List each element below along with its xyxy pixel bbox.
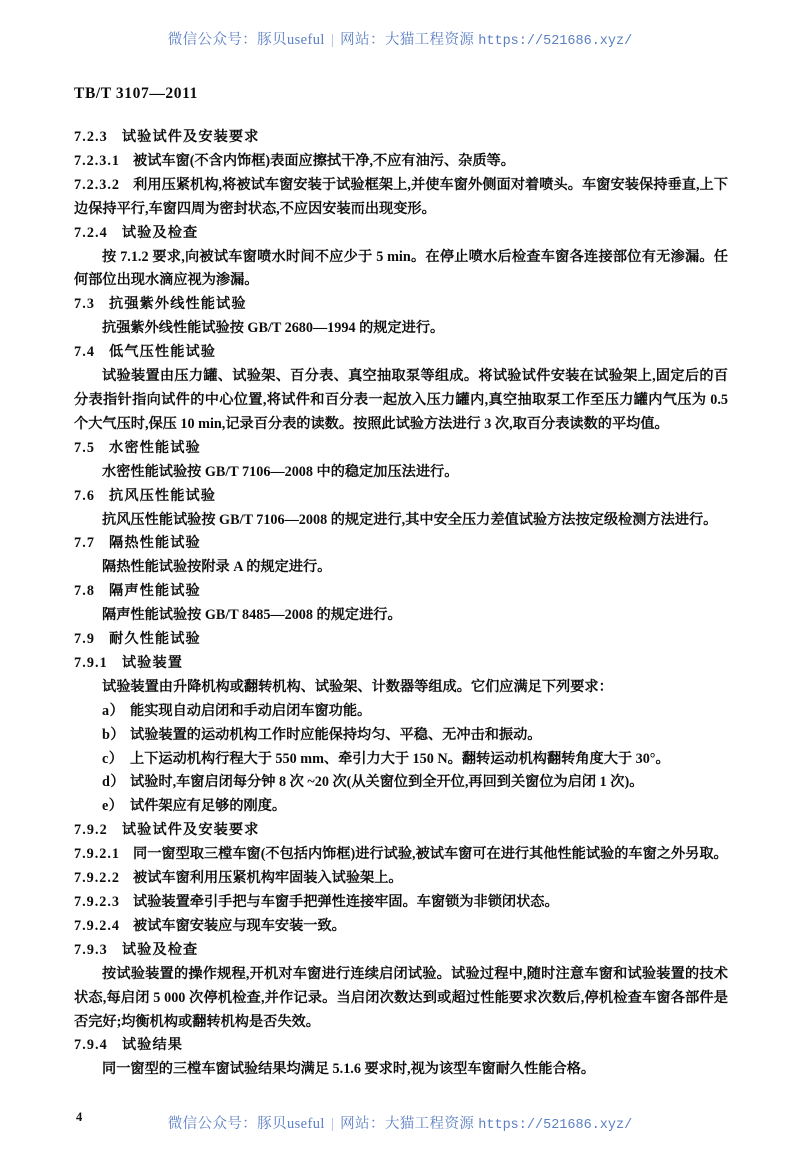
heading-7-3 xyxy=(74,293,728,317)
heading-7-4-number: 7.4 xyxy=(74,344,96,361)
heading-7-8 xyxy=(74,580,728,604)
heading-7-6-number: 7.6 xyxy=(74,487,96,504)
clause-7-2-3-1-number: 7.2.3.1 xyxy=(74,152,121,169)
paragraph-7-2-4: 按 7.1.2 要求,向被试车窗喷水时间不应少于 5 min。在停止喷水后检查车窗各连接部位有无渗漏。任何部位出现水滴应视为渗漏。 xyxy=(74,248,728,289)
page-number: 4 xyxy=(76,1110,83,1124)
heading-7-5-title: 水密性能试验 xyxy=(109,439,201,456)
heading-7-2-3 xyxy=(74,126,728,150)
list-item-text: 试件架应有足够的刚度。 xyxy=(130,798,287,815)
clause-7-9-2-4-number: 7.9.2.4 xyxy=(74,917,121,934)
watermark-header xyxy=(0,28,800,49)
paragraph-7-4: 试验装置由压力罐、试验架、百分表、真空抽取泵等组成。将试验试件安装在试验架上,固定后的百分表指针指向试件的中心位置,将试件和百分表一起放入压力罐内,真空抽取泵工作至压力罐内气压为 0.5 个大气压时,保压 10 min,记录百分表的读数。按照此试验方法进行 3 次,取百分表读数的平均值。 xyxy=(74,368,728,432)
list-item-text: 上下运动机构行程大于 550 mm、牵引力大于 150 N。翻转运动机构翻转角度大于 30°。 xyxy=(130,750,670,767)
standard-number: TB/T 3107—2011 xyxy=(74,85,198,102)
heading-7-2-4-number: 7.2.4 xyxy=(74,224,108,241)
clause-7-9-2-4 xyxy=(74,915,728,939)
paragraph-7-9-4: 同一窗型的三樘车窗试验结果均满足 5.1.6 要求时,视为该型车窗耐久性能合格。 xyxy=(102,1061,596,1078)
heading-7-9-4-title: 试验结果 xyxy=(121,1037,184,1054)
heading-7-9-title: 耐久性能试验 xyxy=(109,631,201,648)
clause-7-9-2-3 xyxy=(74,891,728,915)
heading-7-6-title: 抗风压性能试验 xyxy=(109,487,217,504)
heading-7-3-title: 抗强紫外线性能试验 xyxy=(109,296,247,313)
list-item-text: 能实现自动启闭和手动启闭车窗功能。 xyxy=(130,702,372,719)
list-item-text: 试验装置的运动机构工作时应能保持均匀、平稳、无冲击和振动。 xyxy=(130,726,542,743)
heading-7-2-3-title: 试验试件及安装要求 xyxy=(121,129,260,145)
paragraph-7-6: 抗风压性能试验按 GB/T 7106—2008 的规定进行,其中安全压力差值试验方法按定级检测方法进行。 xyxy=(102,511,718,528)
clause-7-9-2-1 xyxy=(74,843,728,867)
list-item-text: 试验时,车窗启闭每分钟 8 次 ~20 次(从关窗位到全开位,再回到关窗位为启闭 1 次)。 xyxy=(130,774,644,791)
list-item xyxy=(74,700,728,724)
clause-7-2-3-1-text: 被试车窗(不含内饰框)表面应擦拭干净,不应有油污、杂质等。 xyxy=(133,152,515,169)
clause-7-9-2-3-number: 7.9.2.3 xyxy=(74,894,121,910)
paragraph-7-3: 抗强紫外线性能试验按 GB/T 2680—1994 的规定进行。 xyxy=(102,320,445,337)
list-item xyxy=(74,795,728,819)
clause-7-2-3-1 xyxy=(74,150,728,174)
heading-7-5 xyxy=(74,437,728,461)
list-item-marker: a） xyxy=(102,702,125,719)
heading-7-6 xyxy=(74,485,728,509)
clause-7-9-2-3-text: 试验装置牵引手把与车窗手把弹性连接牢固。车窗锁为非锁闭状态。 xyxy=(133,894,559,910)
heading-7-9-4-number: 7.9.4 xyxy=(74,1037,108,1054)
watermark-wechat-label: 微信公众号：豚贝useful xyxy=(167,32,325,48)
clause-7-2-3-2-text: 利用压紧机构,将被试车窗安装于试验框架上,并使车窗外侧面对着喷头。车窗安装保持垂直,上下边保持平行,车窗四周为密封状态,不应因安装而出现变形。 xyxy=(74,176,728,217)
clause-7-9-2-2-text: 被试车窗利用压紧机构牢固装入试验架上。 xyxy=(133,870,403,887)
paragraph-7-5: 水密性能试验按 GB/T 7106—2008 中的稳定加压法进行。 xyxy=(102,463,459,480)
watermark-site-label: 网站：大猫工程资源 xyxy=(340,32,475,48)
paragraph-7-9-3: 按试验装置的操作规程,开机对车窗进行连续启闭试验。试验过程中,随时注意车窗和试验装置的技术状态,每启闭 5 000 次停机检查,并作记录。当启闭次数达到或超过性能要求次数后,停机检查车窗各部件是否完好;均衡机构或翻转机构是否失效。 xyxy=(74,965,728,1030)
watermark-separator: | xyxy=(330,1116,335,1132)
list-item xyxy=(74,771,728,795)
heading-7-5-number: 7.5 xyxy=(74,439,96,456)
paragraph-7-9-1: 试验装置由升降机构或翻转机构、试验架、计数器等组成。它们应满足下列要求： xyxy=(102,678,613,695)
watermark-url: https://521686.xyz/ xyxy=(478,34,633,49)
heading-7-9-1 xyxy=(74,652,728,676)
heading-7-2-4-title: 试验及检查 xyxy=(121,224,199,241)
heading-7-4-title: 低气压性能试验 xyxy=(109,344,217,361)
heading-7-8-number: 7.8 xyxy=(74,583,96,600)
heading-7-2-4 xyxy=(74,222,728,246)
watermark-wechat-label: 微信公众号：豚贝useful xyxy=(167,1116,325,1132)
list-item xyxy=(74,724,728,748)
list-item-marker: b） xyxy=(102,726,126,743)
heading-7-7-number: 7.7 xyxy=(74,535,96,552)
heading-7-2-3-number: 7.2.3 xyxy=(74,129,108,145)
list-item-marker: c） xyxy=(102,750,124,767)
heading-7-9-2 xyxy=(74,819,728,843)
heading-7-9-3 xyxy=(74,939,728,963)
heading-7-9-3-title: 试验及检查 xyxy=(121,941,199,958)
heading-7-4 xyxy=(74,341,728,365)
clause-7-9-2-2-number: 7.9.2.2 xyxy=(74,870,121,887)
heading-7-9-2-title: 试验试件及安装要求 xyxy=(121,822,260,839)
clause-7-9-2-4-text: 被试车窗安装应与现车安装一致。 xyxy=(133,917,346,934)
heading-7-8-title: 隔声性能试验 xyxy=(109,583,201,600)
watermark-footer xyxy=(0,1112,800,1133)
list-item xyxy=(74,748,728,772)
paragraph-7-8: 隔声性能试验按 GB/T 8485—2008 的规定进行。 xyxy=(102,607,402,624)
clause-7-2-3-2-number: 7.2.3.2 xyxy=(74,176,121,193)
heading-7-9-number: 7.9 xyxy=(74,631,96,648)
heading-7-9-1-title: 试验装置 xyxy=(121,654,184,671)
heading-7-9-1-number: 7.9.1 xyxy=(74,654,108,671)
clause-7-2-3-2 xyxy=(74,174,728,222)
list-item-marker: e） xyxy=(102,798,124,815)
heading-7-9 xyxy=(74,628,728,652)
heading-7-9-2-number: 7.9.2 xyxy=(74,822,108,839)
paragraph-7-7: 隔热性能试验按附录 A 的规定进行。 xyxy=(102,559,332,576)
clause-7-9-2-1-text: 同一窗型取三樘车窗(不包括内饰框)进行试验,被试车窗可在进行其他性能试验的车窗之外另取。 xyxy=(133,846,728,863)
heading-7-9-3-number: 7.9.3 xyxy=(74,941,108,958)
heading-7-3-number: 7.3 xyxy=(74,296,96,313)
heading-7-9-4 xyxy=(74,1034,728,1058)
clause-7-9-2-2 xyxy=(74,867,728,891)
clause-7-9-2-1-number: 7.9.2.1 xyxy=(74,846,121,863)
watermark-separator: | xyxy=(330,32,335,48)
heading-7-7 xyxy=(74,532,728,556)
list-item-marker: d） xyxy=(102,774,126,791)
document-body xyxy=(74,126,728,1082)
heading-7-7-title: 隔热性能试验 xyxy=(109,535,201,552)
watermark-site-label: 网站：大猫工程资源 xyxy=(340,1116,475,1132)
watermark-url: https://521686.xyz/ xyxy=(478,1118,633,1133)
